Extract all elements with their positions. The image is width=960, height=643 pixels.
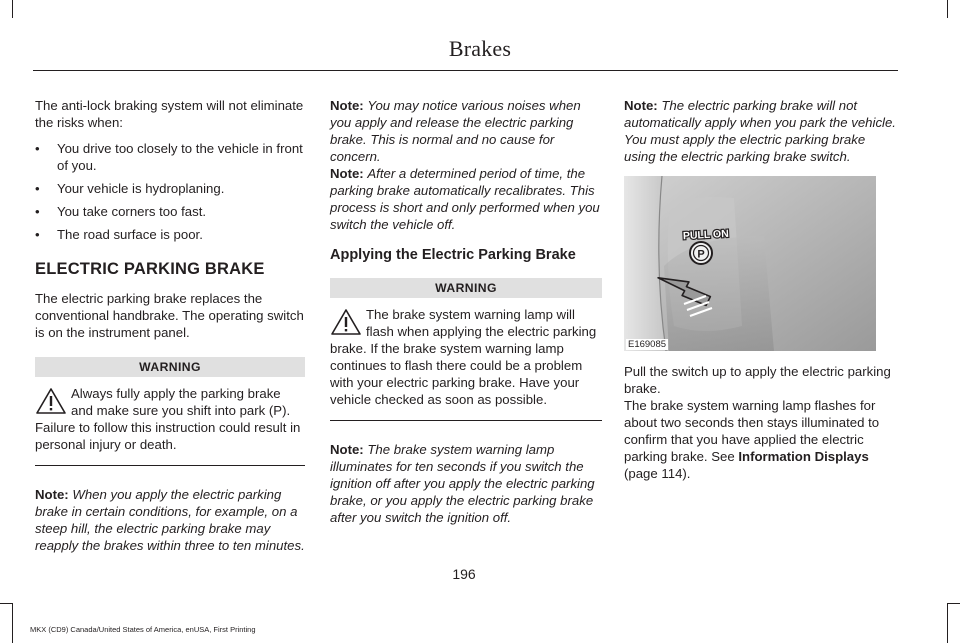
warning-triangle-icon (35, 387, 67, 415)
note: Note: The electric parking brake will not automatically apply when you park the vehicle. You must apply the electric parking brake using the electric parking brake switch. (624, 98, 896, 164)
list-item: • The road surface is poor. (35, 227, 203, 242)
note: Note: When you apply the electric parking brake in certain conditions, for example, on a steep hill, the electric parking brake may reapply the brakes within three to ten minutes. (35, 487, 305, 553)
pull-on-label: PULL ON (682, 227, 730, 243)
column-right (624, 97, 899, 482)
warning-triangle-icon (330, 308, 362, 336)
warning-label: WARNING (330, 278, 602, 298)
column-left (35, 97, 305, 554)
warning-rule (330, 420, 602, 421)
warning-text: Always fully apply the parking brake and make sure you shift into park (P). Failure to follow this instruction could result in personal injury or death. (35, 386, 301, 452)
information-displays-link[interactable]: Information Displays (738, 449, 869, 464)
warning-box (35, 357, 305, 466)
list-item: • You take corners too fast. (35, 204, 207, 219)
note: Note: You may notice various noises when you apply and release the electric parking brake. This is normal and no cause for concern. (330, 98, 581, 164)
epb-description: The electric parking brake replaces the conventional handbrake. The operating switch is on the instrument panel. (35, 291, 304, 340)
crop-mark-bottom-right-h (947, 603, 960, 604)
list-item: • Your vehicle is hydroplaning. (35, 181, 225, 196)
crop-mark-bottom-right-v (947, 603, 948, 643)
crop-mark-top-left (12, 0, 13, 18)
abs-risk-list (35, 140, 305, 243)
page-number: 196 (452, 566, 476, 582)
publication-info: MKX (CD9) Canada/United States of America, enUSA, First Printing (30, 625, 256, 634)
header-rule (33, 70, 898, 71)
warning-lamp-paragraph: The brake system warning lamp flashes for about two seconds then stays illuminated to confirm that you have applied the electric parking brake. See Information Displays (page 114). (624, 398, 880, 481)
figure-id: E169085 (628, 339, 667, 350)
warning-box (330, 278, 602, 421)
pull-switch-instruction: Pull the switch up to apply the electric parking brake. (624, 364, 891, 396)
abs-intro: The anti-lock braking system will not eliminate the risks when: (35, 98, 304, 130)
bullet-icon: • (35, 181, 40, 196)
bullet-icon: • (35, 141, 40, 156)
section-heading-electric-parking-brake: ELECTRIC PARKING BRAKE (35, 260, 265, 278)
warning-text: The brake system warning lamp will flash when applying the electric parking brake. If the brake system warning lamp continues to flash there could be a problem with your electric parking brake. Have your vehicle checked as soon as possible. (330, 307, 597, 407)
warning-label: WARNING (35, 357, 305, 377)
note: Note: The brake system warning lamp illuminates for ten seconds if you switch the ignition off after you apply the electric parking brake, or you apply the electric parking brake after you switch the ignition off. (330, 442, 595, 525)
note: Note: After a determined period of time, the parking brake automatically recalibrates. This process is short and only performed when you switch the vehicle off. (330, 166, 600, 232)
crop-mark-bottom-left-h (0, 603, 12, 604)
park-symbol: P (697, 248, 705, 261)
warning-rule (35, 465, 305, 466)
page-title: Brakes (448, 36, 512, 61)
bullet-icon: • (35, 227, 40, 242)
crop-mark-top-right (947, 0, 948, 18)
parking-brake-switch-illustration (624, 176, 876, 351)
list-item: • You drive too closely to the vehicle in front of you. (35, 141, 303, 173)
crop-mark-bottom-left-v (12, 603, 13, 643)
column-middle (330, 97, 602, 526)
parking-brake-switch-figure (624, 176, 876, 351)
section-heading-applying: Applying the Electric Parking Brake (330, 247, 576, 263)
bullet-icon: • (35, 204, 40, 219)
